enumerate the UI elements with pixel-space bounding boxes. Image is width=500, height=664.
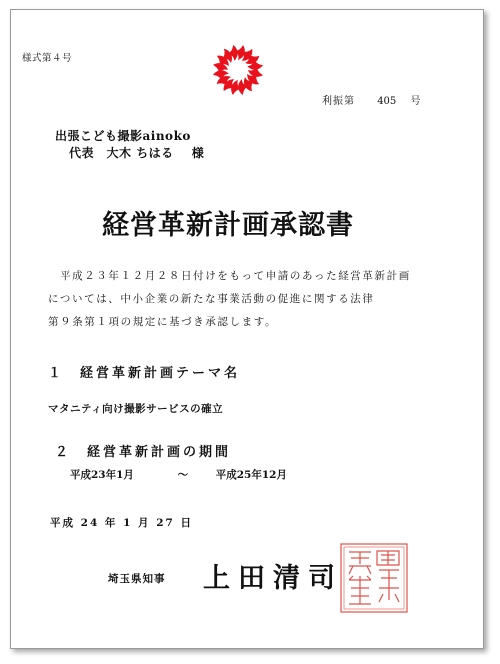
permit-number (322, 92, 421, 107)
issuer-title: 埼玉県知事 (108, 573, 166, 585)
document-title: 経営革新計画承認書 (102, 210, 354, 241)
approval-text-line: については、中小企業の新たな事業活動の促進に関する法律 (48, 293, 375, 305)
permit-label: 利振第 (322, 96, 355, 107)
recipient-representative: 代表 大木 ちはる (69, 146, 174, 160)
plan-period (70, 467, 287, 482)
official-seal-icon (339, 542, 409, 614)
form-number: 様式第４号 (22, 53, 73, 64)
recipient-block (55, 128, 204, 162)
recipient-honorific: 様 (191, 146, 205, 160)
issuer-name: 上田清司 (203, 563, 343, 594)
permit-suffix: 号 (410, 96, 422, 107)
recipient-business: 出張こども撮影ainoko (55, 129, 191, 143)
permit-number-value: 405 (377, 96, 397, 107)
approval-text (48, 265, 411, 334)
period-separator: 〜 (177, 469, 189, 481)
approval-text-line: 第９条第１項の規定に基づき承認します。 (48, 316, 278, 328)
section-2-heading: ２ 経営革新計画の期間 (55, 445, 232, 460)
approval-text-line: 平成２３年１２月２８日付けをもって申請のあった経営革新計画 (60, 270, 411, 282)
section-1-heading: １ 経営革新計画テーマ名 (48, 366, 241, 381)
issue-date: 平成 24 年 1 月 27 日 (50, 517, 193, 529)
section-1-value: マタニティ向け撮影サービスの確立 (48, 403, 224, 415)
period-end: 平成25年12月 (215, 469, 287, 481)
saitama-prefecture-emblem-icon (211, 43, 265, 97)
period-start: 平成23年1月 (70, 469, 134, 481)
